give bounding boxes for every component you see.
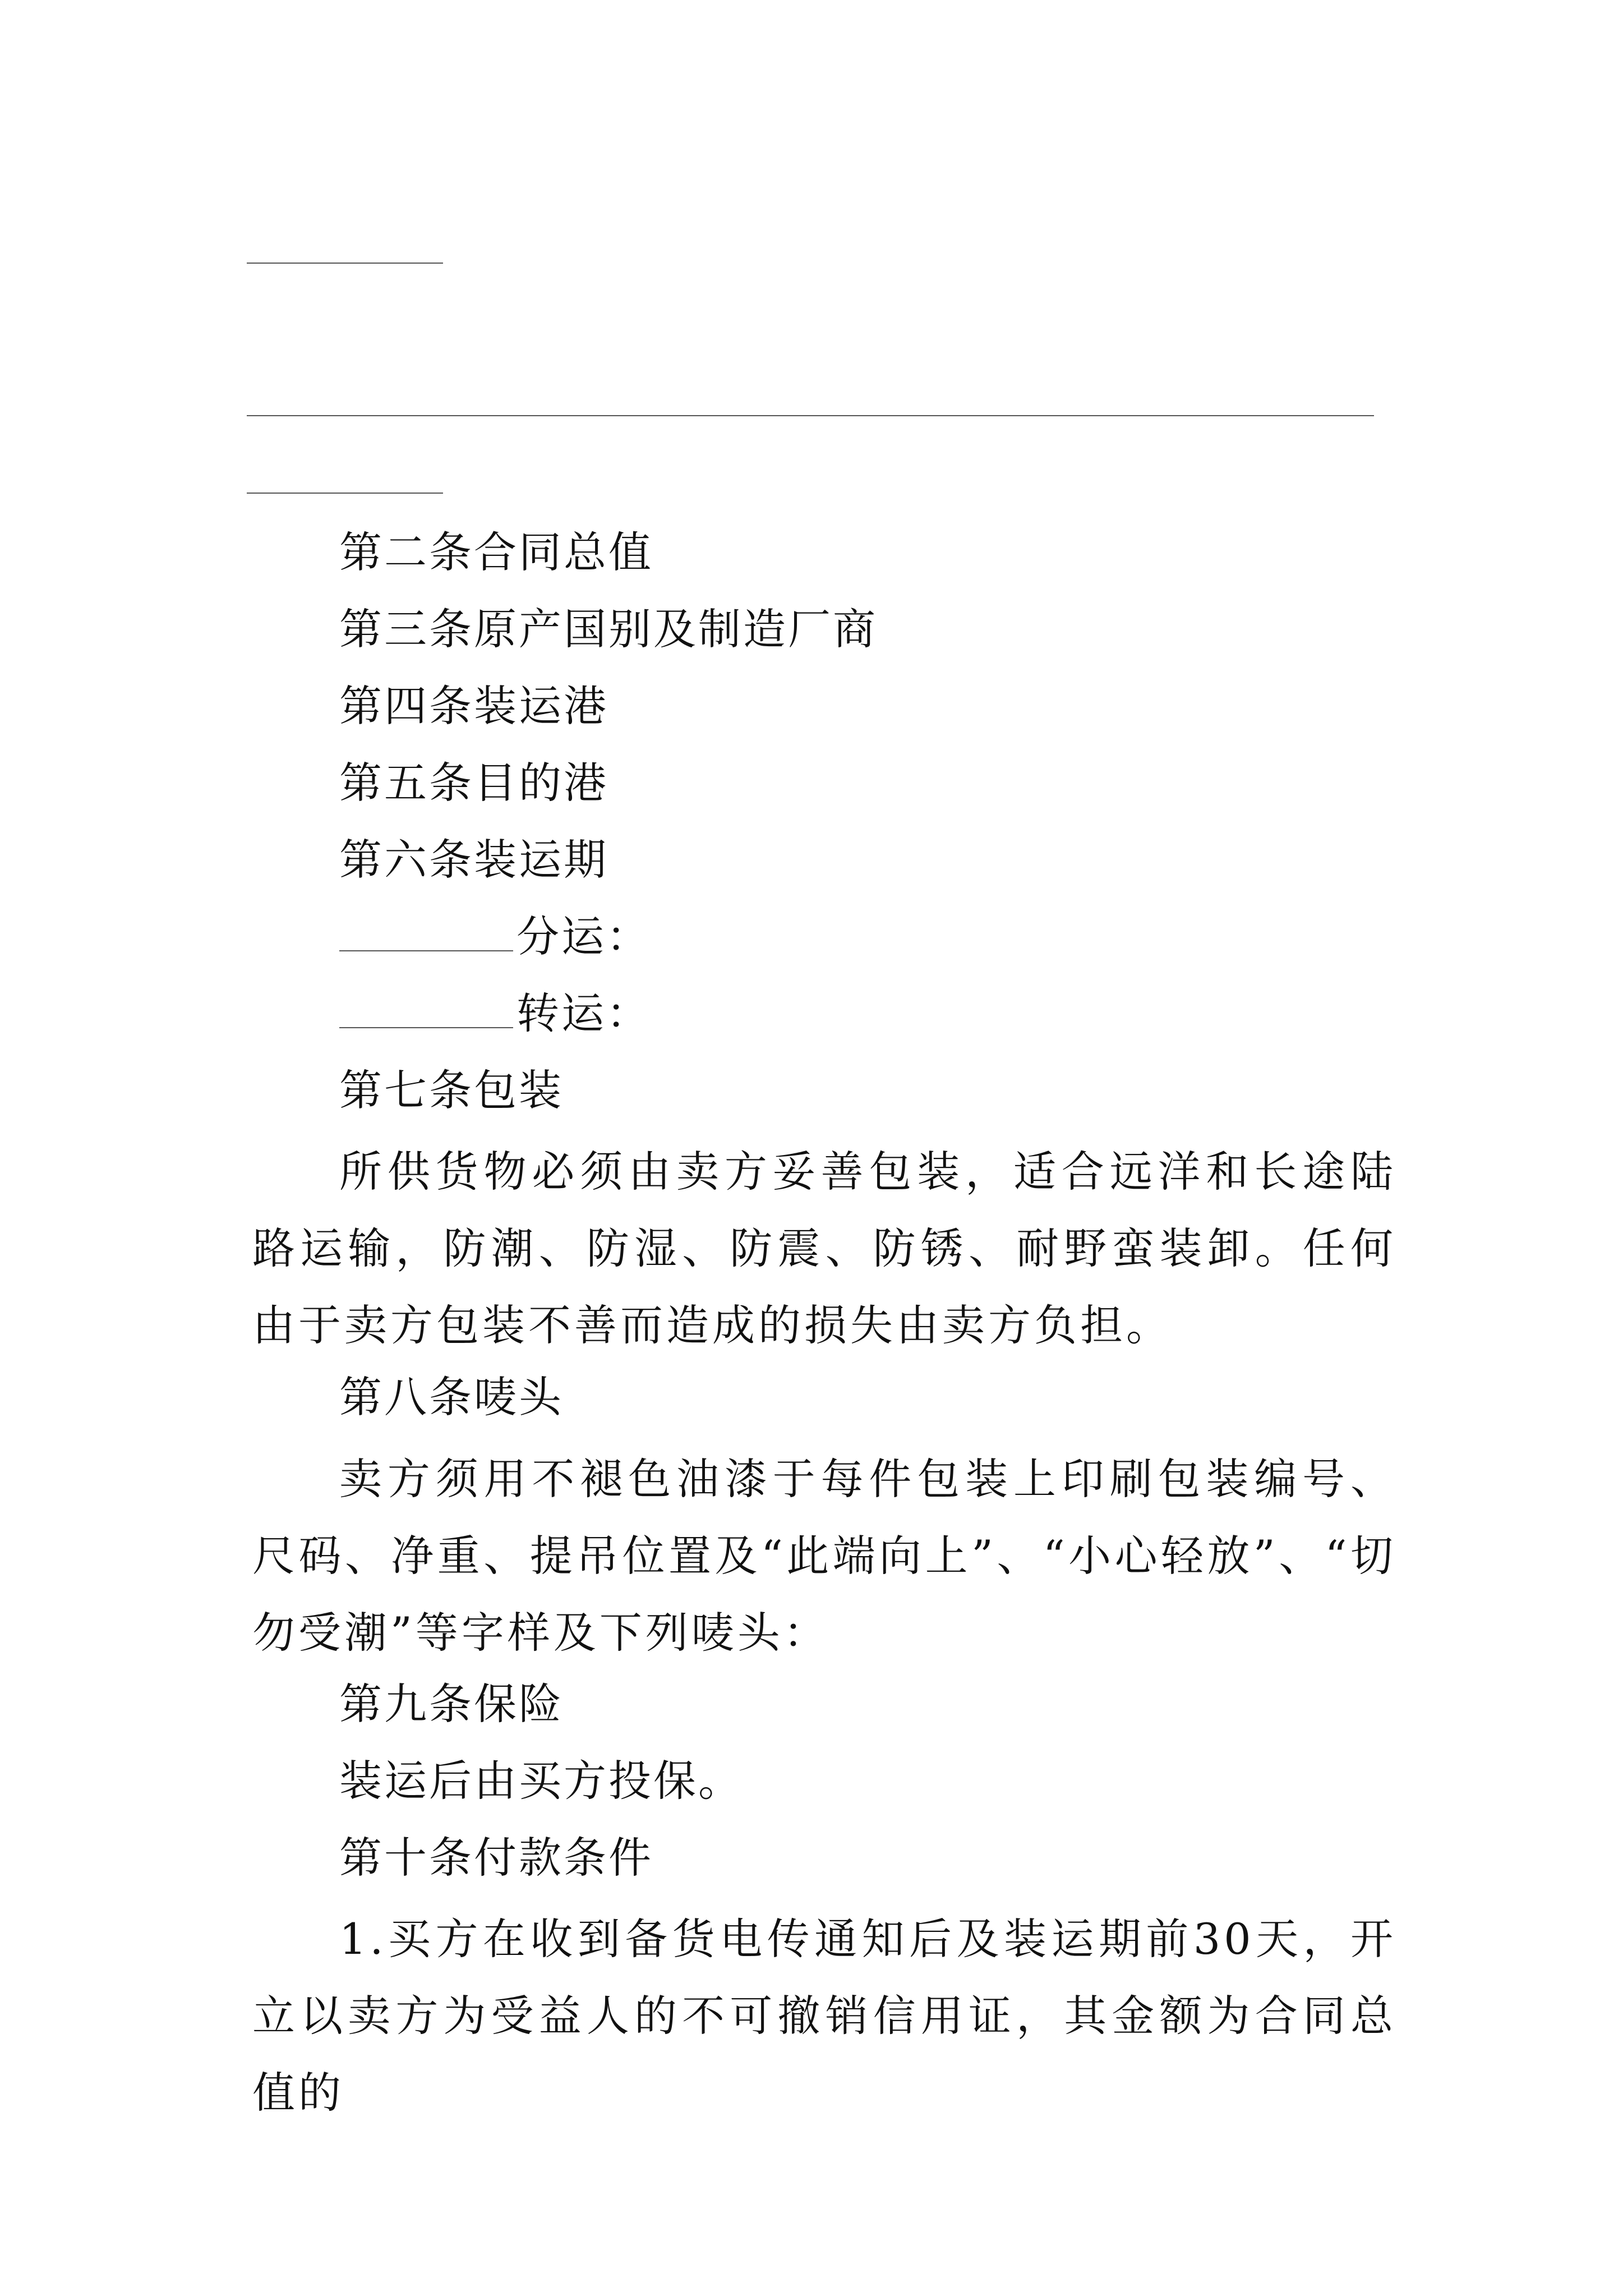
partial-shipment-label: 分运：	[517, 912, 651, 961]
article-10-text: 1.买方在收到备货电传通知后及装运期前30天，开立以卖方为受益人的不可撤销信用证，其金额为合同总值的	[252, 1914, 1396, 2118]
blank-line-1	[247, 263, 443, 264]
partial-shipment-row	[339, 912, 651, 962]
transshipment-row	[339, 988, 651, 1039]
article-5-heading: 第五条目的港	[339, 758, 608, 808]
blank-line-2	[247, 415, 1374, 416]
article-6-heading: 第六条装运期	[339, 835, 608, 885]
article-7-heading: 第七条包装	[339, 1065, 564, 1115]
article-2-heading: 第二条合同总值	[339, 527, 653, 577]
article-3-heading: 第三条原产国别及制造厂商	[339, 604, 878, 654]
article-4-heading: 第四条装运港	[339, 681, 608, 731]
partial-shipment-blank	[339, 918, 513, 951]
article-8-text: 卖方须用不褪色油漆于每件包装上印刷包装编号、尺码、净重、提吊位置及“此端向上”、“小心轻放”、“切勿受潮”等字样及下列唛头：	[252, 1454, 1396, 1658]
article-9-text: 装运后由买方投保。	[339, 1756, 743, 1806]
article-10-heading: 第十条付款条件	[339, 1833, 653, 1883]
article-9-heading: 第九条保险	[339, 1679, 564, 1729]
transshipment-blank	[339, 995, 513, 1028]
article-7-text: 所供货物必须由卖方妥善包装，适合远洋和长途陆路运输，防潮、防湿、防震、防锈、耐野蛮装卸。任何由于卖方包装不善而造成的损失由卖方负担。	[252, 1147, 1396, 1350]
transshipment-label: 转运：	[517, 988, 651, 1038]
blank-line-3	[247, 493, 443, 494]
article-8-heading: 第八条唛头	[339, 1372, 564, 1422]
